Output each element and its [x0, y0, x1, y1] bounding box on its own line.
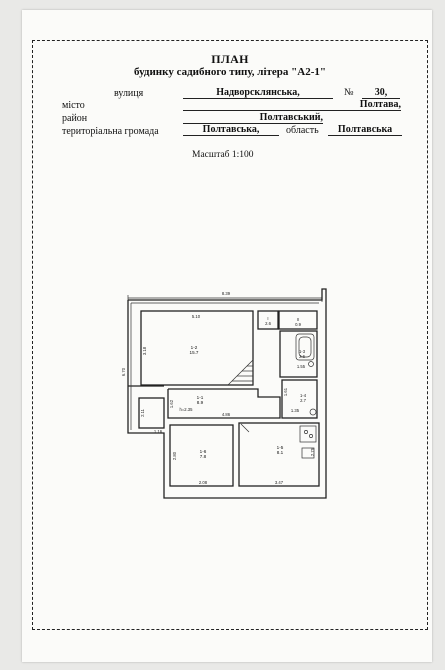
community-label: територіальна громада	[62, 126, 159, 137]
room-1-5-label: 1-5	[276, 445, 284, 450]
dim-275: 2.75	[310, 447, 315, 457]
scale-label: Масштаб 1:100	[192, 150, 254, 160]
dim-155: 1.55	[296, 364, 306, 369]
room-1-2-area: 15.7	[189, 350, 199, 355]
dim-overall-height: 6.70	[121, 367, 126, 377]
dim-116: 1.16	[153, 429, 163, 434]
room-1-4-area: 2.7	[300, 398, 306, 403]
dim-318: 3.18	[142, 346, 147, 356]
street-value: Надворсклянська,	[183, 87, 333, 99]
dim-162: 1.62	[169, 399, 174, 409]
region-label: область	[286, 125, 319, 136]
room-1-5-area: 8.1	[276, 450, 284, 455]
plan-title: ПЛАН	[211, 52, 249, 66]
city-value: Полтава,	[183, 99, 401, 111]
room-i-area: 2.6	[265, 321, 271, 326]
city-label: місто	[62, 100, 85, 111]
region-value: Полтавська	[328, 124, 402, 136]
dim-161: 1.61	[283, 387, 288, 397]
dim-510: 5.10	[191, 314, 201, 319]
room-1-2-label: 1-2	[190, 345, 198, 350]
room-1-1-label: 1-1	[196, 395, 204, 400]
district-value: Полтавський,	[183, 112, 323, 124]
dim-280: 2.80	[172, 451, 177, 461]
street-label: вулиця	[114, 88, 144, 99]
dim-208: 2.08	[198, 480, 208, 485]
dim-211: 2.11	[140, 409, 145, 417]
room-ii-area: 0.9	[295, 322, 301, 327]
number-label: №	[344, 87, 354, 98]
room-1-1-area: 8.9	[196, 400, 204, 405]
dim-135: 1.35	[290, 408, 300, 413]
room-1-6-label: 1-6	[199, 449, 207, 454]
room-i-label: I	[267, 316, 269, 321]
ceiling-height: h=2.35	[179, 407, 193, 412]
room-ii-label: II	[296, 317, 300, 322]
room-1-4-label: 1-4	[299, 393, 307, 398]
dim-486: 4.86	[221, 412, 231, 417]
room-1-6-area: 7.8	[199, 454, 207, 459]
number-value: 30,	[362, 87, 400, 99]
district-label: район	[62, 113, 88, 124]
plan-subtitle: будинку садибного типу, літера "А2-1"	[134, 66, 326, 78]
dim-347: 3.47	[274, 480, 284, 485]
community-value: Полтавська,	[183, 124, 279, 136]
dim-overall-width: 8.39	[221, 291, 231, 296]
room-1-3-label: 1-3	[298, 349, 306, 354]
room-1-3-area: 2.6	[299, 354, 305, 359]
